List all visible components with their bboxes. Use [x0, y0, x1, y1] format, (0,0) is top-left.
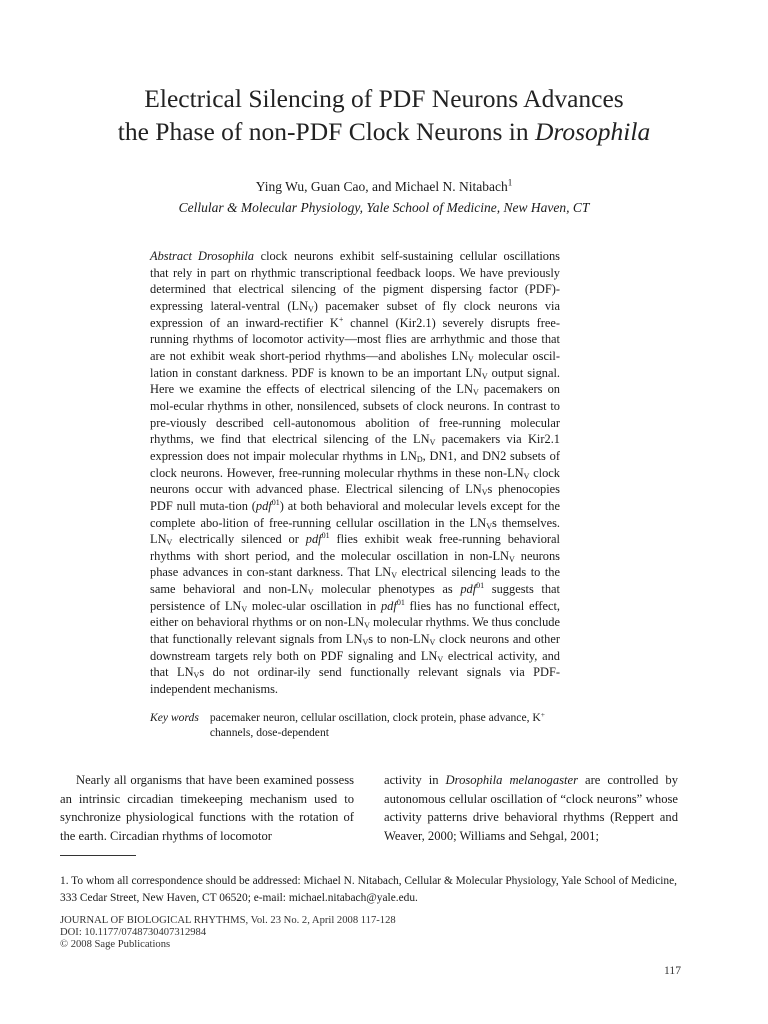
journal-info	[60, 915, 560, 951]
abstract-subscript: D	[416, 454, 423, 464]
author-names: Ying Wu, Guan Cao, and Michael N. Nitabach	[255, 179, 508, 194]
abstract-subscript: V	[437, 654, 444, 664]
abstract-italic: Drosophila	[198, 249, 254, 263]
abstract-subscript: V	[308, 304, 314, 314]
abstract-subscript: V	[166, 538, 173, 548]
abstract-subscript: V	[307, 588, 314, 598]
abstract-subscript: V	[481, 371, 488, 381]
paper-title	[40, 82, 728, 148]
abstract-subscript: V	[429, 638, 436, 648]
body-right-italic: Drosophila melanogaster	[445, 773, 579, 787]
body-right-text-continued: are controlled by autonomous cellular oscillation of “clock neurons” whose activity patterns drive behavioral rhythms (Reppert and Weaver, 2000; Williams and Sehgal, 2001;	[384, 773, 678, 843]
abstract-subscript: V	[472, 388, 479, 398]
abstract-superscript: +	[338, 314, 344, 324]
abstract-label: Abstract	[150, 249, 192, 263]
author-list	[40, 178, 728, 196]
body-right-text: activity in	[384, 773, 446, 787]
keywords-text	[210, 711, 560, 740]
abstract: Abstract Drosophila clock neurons exhibit self-sustaining cellular oscillations that rely in part on rhythmic transcriptional feedback loops. We have previously determined that electrical silencing of the pigment dispersing factor (PDF)-expressing lateral-ventral $(LN_V)$ pacemaker subset of fly clock neurons via expression of an inward-rectifier K+ channel (Kir2.1) severely disrupts free-running rhythms of locomotor activity—most flies are arrhythmic and those that are not exhibit weak short-period rhythms—and abolishes $LN_V$ molecular oscil-lation in constant darkness. PDF is known to be an important $LN_V$ output signal. Here we examine the effects of electrical silencing of the $LN_V$ pacemakers on mol-ecular rhythms in other, nonsilenced, subsets of clock neurons. In contrast to pre-viously described cell-autonomous abolition of free-running molecular rhythms, we find that electrical silencing of the $LN_V$ pacemakers via Kir2.1 expression does not impair molecular rhythms in $LN_D$, DN1, and DN2 subsets of clock neurons. However, free-running molecular rhythms in these non-$LN_V$ clock neurons occur with advanced phase. Electrical silencing of $LN_Vs$ phenocopies PDF null muta-tion (pdf$^{01}$) at both behavioral and molecular levels except for the complete abo-lition of free-running cellular oscillation in the $LN_Vs$ themselves. $LN_V$ electrically silenced or pdf$^{01}$ flies exhibit weak free-running behavioral rhythms with short period, and the molecular oscillation in non-$LN_V$ neurons phase advances in con-stant darkness. That $LN_V$ electrical silencing leads to the same behavioral and non-$LN_V$ molecular phenotypes as pdf$^{01}$ suggests that persistence of $LN_V$ molec-ular oscillation in pdf$^{01}$ flies has no functional effect, either on behavioral rhythms or on non-$LN_V$ molecular rhythms. We thus conclude that functionally relevant signals from $LN_Vs$ to non-$LN_V$ clock neurons and other downstream targets rely both on PDF signaling and $LN_V$ electrical activity, and that $LN_Vs$ do not ordinar-ily send functionally relevant signals via PDF-independent mechanisms.	[150, 249, 561, 697]
abstract-superscript: 01	[321, 531, 330, 541]
abstract-subscript: V	[364, 621, 370, 631]
abstract-subscript: V	[481, 488, 488, 498]
abstract-superscript: 01	[271, 497, 280, 507]
journal-copyright: © 2008 Sage Publications	[60, 939, 171, 950]
footnote: 1. To whom all correspondence should be addressed: Michael N. Nitabach, Cellular & Molecular Physiology, Yale School of Medicine, 333 Cedar Street, New Haven, CT 06520; e-mail: michael.nitabach@yale.edu.	[60, 875, 678, 904]
abstract-italic: pdf	[460, 582, 477, 597]
page-number: 117	[664, 964, 681, 977]
abstract-superscript: 01	[396, 597, 405, 607]
abstract-subscript: V	[429, 438, 436, 448]
keywords-list-continued: channels, dose-dependent	[209, 725, 329, 739]
journal-doi: DOI: 10.1177/0748730407312984	[60, 927, 207, 938]
abstract-subscript: V	[509, 554, 515, 564]
abstract-subscript: V	[391, 571, 398, 581]
title-line-2-text: the Phase of non-PDF Clock Neurons in	[117, 117, 535, 146]
abstract-subscript: V	[467, 354, 474, 364]
abstract-subscript: V	[523, 471, 530, 481]
abstract-italic: pdf	[380, 598, 397, 613]
keywords-list: pacemaker neuron, cellular oscillation, clock protein, phase advance, K	[209, 711, 541, 724]
title-line-1: Electrical Silencing of PDF Neurons Advances	[144, 84, 624, 113]
abstract-subscript: V	[362, 638, 369, 648]
body-column-left: Nearly all organisms that have been examined possess an intrinsic circadian timekeeping mechanism used to synchronize physiological functions with the rotation of the earth. Circadian rhythms of locomotor	[60, 773, 354, 843]
body-column-right	[384, 771, 678, 845]
title-line-2	[40, 115, 728, 148]
footnote-rule	[60, 855, 136, 856]
affiliation: Cellular & Molecular Physiology, Yale School of Medicine, New Haven, CT	[178, 200, 590, 215]
title-line-2-italic: Drosophila	[534, 117, 651, 146]
abstract-italic: pdf	[255, 498, 272, 513]
abstract-italic: pdf	[305, 532, 322, 547]
keywords-label: Key words	[150, 711, 199, 724]
keywords	[150, 711, 560, 740]
abstract-subscript: V	[241, 604, 248, 614]
keywords-superscript: +	[540, 710, 546, 719]
abstract-subscript: V	[486, 521, 492, 531]
journal-citation: JOURNAL OF BIOLOGICAL RHYTHMS, Vol. 23 No. 2, April 2008 117-128	[60, 915, 396, 926]
author-footnote-mark: 1	[507, 177, 513, 188]
abstract-superscript: 01	[476, 581, 485, 591]
abstract-subscript: V	[193, 671, 200, 681]
